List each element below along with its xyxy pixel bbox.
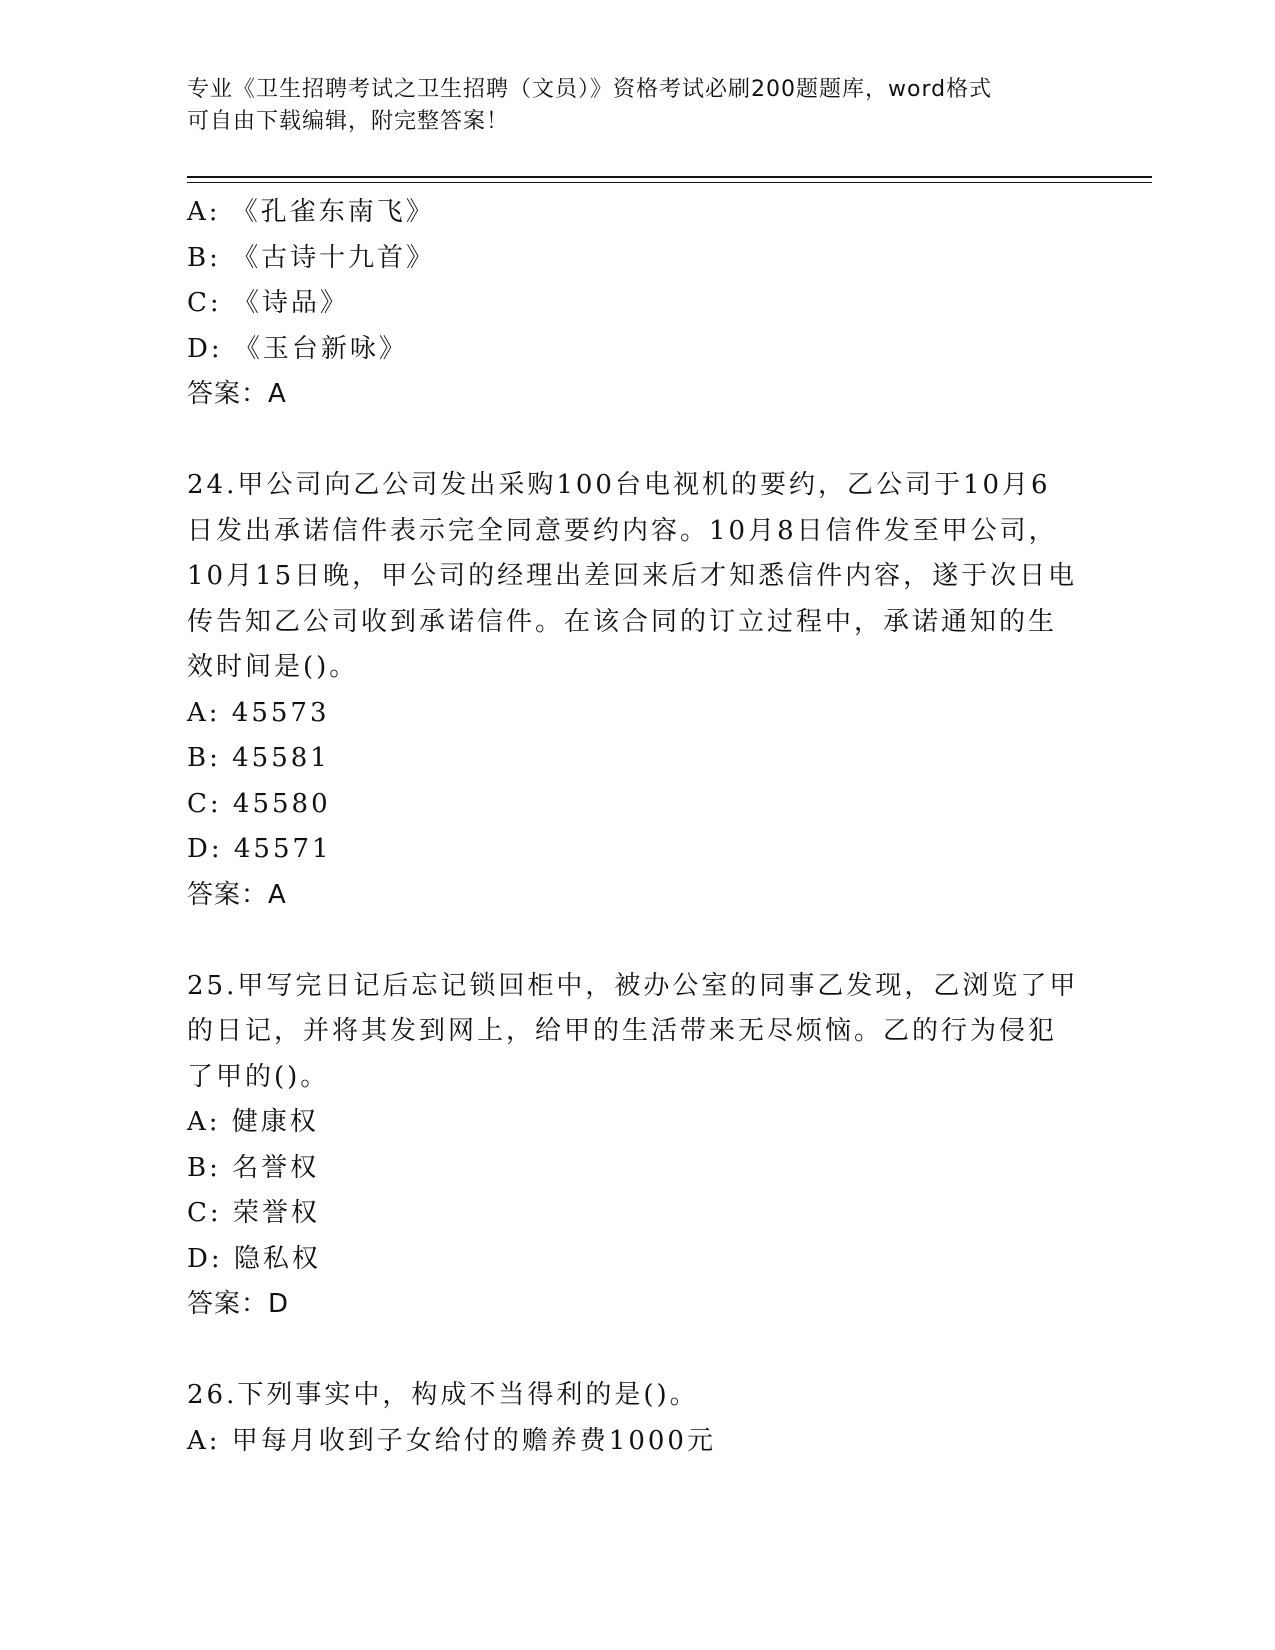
- spacer: [187, 418, 1087, 464]
- answer-line: 答案：A: [187, 879, 287, 910]
- question-stem-line: 10月15日晚，甲公司的经理出差回来后才知悉信件内容，遂于次日电: [187, 561, 1078, 591]
- question-stem-line: 26.下列事实中，构成不当得利的是()。: [187, 1380, 699, 1410]
- header-rule-thin: [187, 182, 1152, 183]
- question-stem-line: 传告知乙公司收到承诺信件。在该合同的订立过程中，承诺通知的生: [187, 606, 1058, 637]
- spacer: [187, 1328, 1087, 1374]
- option-a: A: 45573: [187, 697, 330, 728]
- option-a: A: 《孔雀东南飞》: [187, 197, 435, 227]
- question-stem-line: 日发出承诺信件表示完全同意要约内容。10月8日信件发至甲公司，: [187, 515, 1058, 546]
- question-list: [187, 190, 1087, 1464]
- header-rule-thick: [187, 176, 1152, 178]
- option-a: A: 健康权: [187, 1107, 319, 1137]
- option-d: D: 45571: [187, 834, 332, 864]
- option-a: A: 甲每月收到子女给付的赡养费1000元: [187, 1425, 716, 1456]
- question-stem-line: 24.甲公司向乙公司发出采购100台电视机的要约，乙公司于10月6: [187, 470, 1051, 500]
- option-b: B: 《古诗十九首》: [187, 242, 436, 273]
- question-23: [187, 190, 1087, 418]
- answer-line: 答案：D: [187, 1289, 290, 1319]
- option-d: D: 《玉台新咏》: [187, 333, 408, 364]
- option-b: B: 45581: [187, 743, 330, 773]
- option-d: D: 隐私权: [187, 1243, 321, 1274]
- question-26: [187, 1373, 1087, 1464]
- question-24: [187, 463, 1087, 918]
- option-c: C: 荣誉权: [187, 1198, 320, 1228]
- question-25: [187, 964, 1087, 1328]
- option-c: C: 《诗品》: [187, 288, 349, 318]
- question-stem-line: 的日记，并将其发到网上，给甲的生活带来无尽烦恼。乙的行为侵犯: [187, 1016, 1058, 1046]
- question-stem-line: 了甲的()。: [187, 1061, 330, 1092]
- spacer: [187, 918, 1087, 964]
- header-title-line-1: 专业《卫生招聘考试之卫生招聘（文员）》资格考试必刷200题题库，word格式: [187, 77, 993, 102]
- header-title-line-2: 可自由下载编辑，附完整答案！: [187, 109, 510, 134]
- question-stem-line: 25.甲写完日记后忘记锁回柜中，被办公室的同事乙发现，乙浏览了甲: [187, 970, 1079, 1001]
- answer-line: 答案：A: [187, 379, 287, 409]
- document-header: [187, 74, 1067, 138]
- question-stem-line: 效时间是()。: [187, 652, 359, 682]
- option-c: C: 45580: [187, 788, 331, 819]
- option-b: B: 名誉权: [187, 1152, 320, 1183]
